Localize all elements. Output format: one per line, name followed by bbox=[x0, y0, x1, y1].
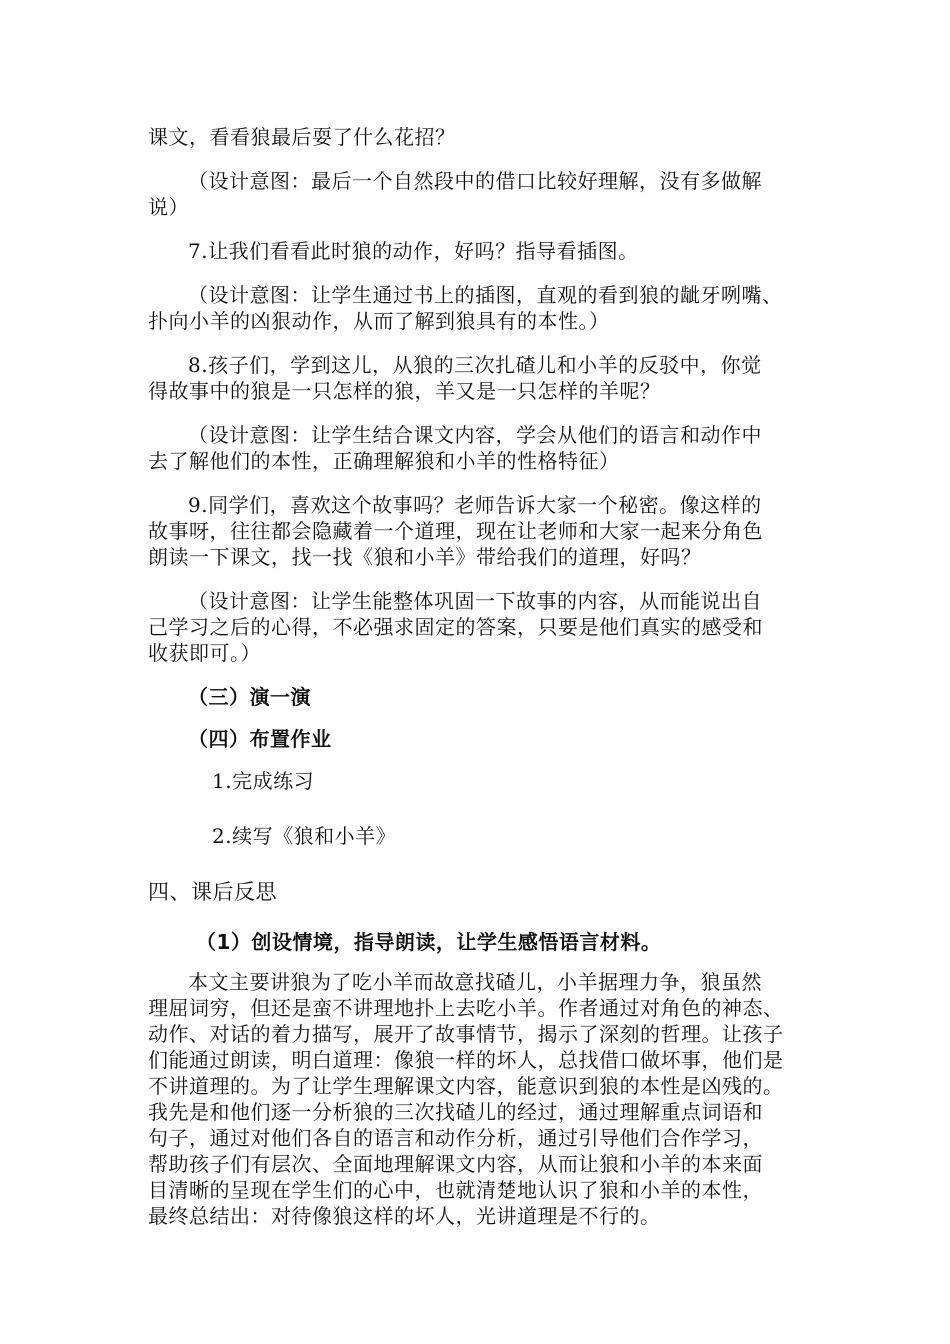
paragraph-line: 动作、对话的着力描写，展开了故事情节，揭示了深刻的哲理。让孩子 bbox=[148, 1022, 784, 1046]
text-line: 收获即可。） bbox=[148, 641, 261, 665]
text-line: 己学习之后的心得，不必强求固定的答案，只要是他们真实的感受和 bbox=[148, 615, 763, 639]
design-intent-note: （设计意图：最后一个自然段中的借口比较好理解，没有多做解 bbox=[188, 169, 762, 193]
paragraph-line: 帮助孩子们有层次、全面地理解课文内容，从而让狼和小羊的本来面 bbox=[148, 1152, 763, 1176]
text-line: 去了解他们的本性，正确理解狼和小羊的性格特征） bbox=[148, 449, 620, 473]
paragraph-line: 最终总结出：对待像狼这样的坏人，光讲道理是不行的。 bbox=[148, 1204, 661, 1228]
step-8: 8.孩子们，学到这儿，从狼的三次扎碴儿和小羊的反驳中，你觉 bbox=[188, 353, 762, 377]
paragraph-line: 目清晰的呈现在学生们的心中，也就清楚地认识了狼和小羊的本性， bbox=[148, 1178, 763, 1202]
section-heading-reflection: 四、课后反思 bbox=[148, 880, 277, 904]
design-intent-note: （设计意图：让学生通过书上的插图，直观的看到狼的龇牙咧嘴、 bbox=[188, 283, 783, 307]
design-intent-note: （设计意图：让学生能整体巩固一下故事的内容，从而能说出自 bbox=[188, 589, 762, 613]
section-heading-act-out: （三）演一演 bbox=[188, 685, 311, 709]
text-line: 故事呀，往往都会隐藏着一个道理，现在让老师和大家一起来分角色 bbox=[148, 519, 763, 543]
text-line: 朗读一下课文，找一找《狼和小羊》带给我们的道理，好吗？ bbox=[148, 545, 702, 569]
homework-item-1: 1.完成练习 bbox=[212, 769, 315, 793]
paragraph-line: 理屈词穷，但还是蛮不讲理地扑上去吃小羊。作者通过对角色的神态、 bbox=[148, 996, 784, 1020]
paragraph-line: 我先是和他们逐一分析狼的三次找碴儿的经过，通过理解重点词语和 bbox=[148, 1100, 763, 1124]
text-line: 说） bbox=[148, 195, 189, 219]
text-line: 得故事中的狼是一只怎样的狼，羊又是一只怎样的羊呢？ bbox=[148, 379, 661, 403]
paragraph-line: 不讲道理的。为了让学生理解课文内容，能意识到狼的本性是凶残的。 bbox=[148, 1074, 784, 1098]
step-7: 7.让我们看看此时狼的动作，好吗？指导看插图。 bbox=[188, 239, 639, 263]
homework-item-2: 2.续写《狼和小羊》 bbox=[212, 824, 397, 848]
design-intent-note: （设计意图：让学生结合课文内容，学会从他们的语言和动作中 bbox=[188, 423, 762, 447]
paragraph-line: 句子，通过对他们各自的语言和动作分析，通过引导他们合作学习， bbox=[148, 1126, 763, 1150]
step-9: 9.同学们，喜欢这个故事吗？老师告诉大家一个秘密。像这样的 bbox=[188, 493, 762, 517]
text-line: 课文，看看狼最后耍了什么花招？ bbox=[148, 125, 456, 149]
reflection-subheading: （1）创设情境，指导朗读，让学生感悟语言材料。 bbox=[196, 930, 662, 954]
text-line: 扑向小羊的凶狠动作，从而了解到狼具有的本性。） bbox=[148, 309, 610, 333]
paragraph-line: 本文主要讲狼为了吃小羊而故意找碴儿，小羊据理力争，狼虽然 bbox=[188, 970, 762, 994]
paragraph-line: 们能通过朗读，明白道理：像狼一样的坏人，总找借口做坏事，他们是 bbox=[148, 1048, 784, 1072]
section-heading-homework: （四）布置作业 bbox=[188, 727, 332, 751]
